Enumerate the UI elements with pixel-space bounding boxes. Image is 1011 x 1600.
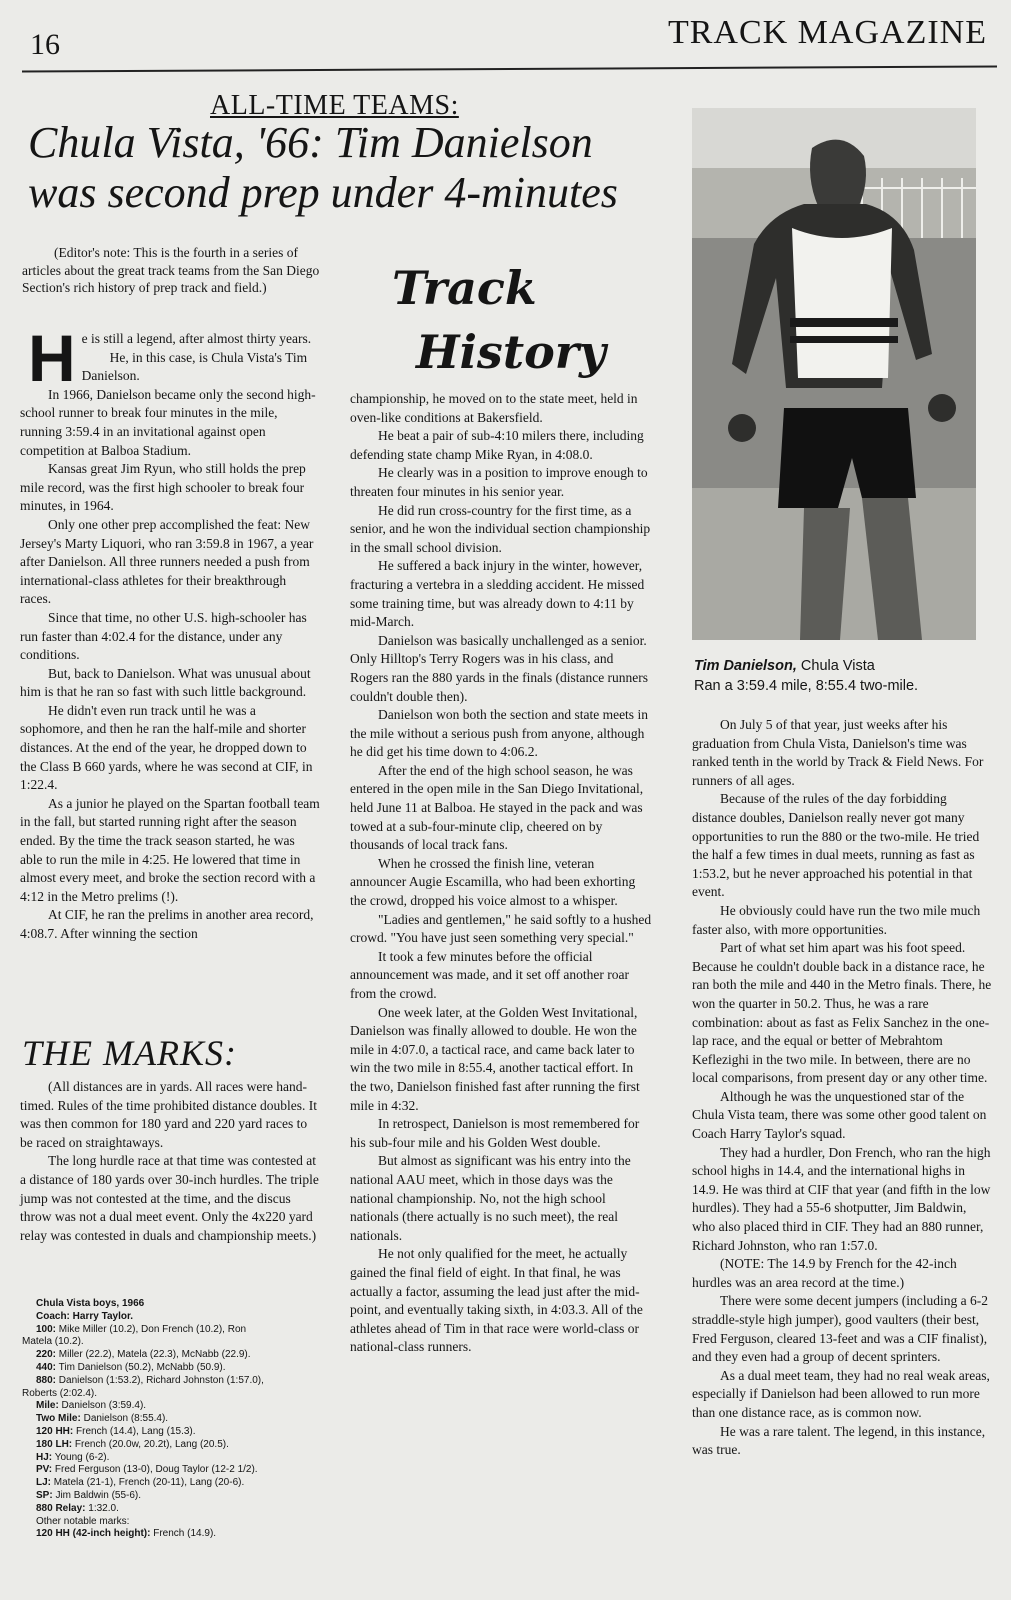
drop-cap: H: [28, 321, 76, 395]
paragraph: (NOTE: The 14.9 by French for the 42-inch hurdles was an area record at the time.): [692, 1256, 957, 1290]
paragraph: He beat a pair of sub-4:10 milers there, including defending state champ Mike Ryan, in 4:08.0.: [350, 428, 644, 462]
runner-illustration: [692, 108, 976, 640]
mark-event: 880:: [36, 1374, 57, 1386]
paragraph: Danielson was basically unchallenged as a senior. Only Hilltop's Terry Rogers was in his class, and Rogers ran the 880 yards in the finals (distance runners couldn't double then).: [350, 632, 649, 704]
marks-intro: [20, 1078, 320, 1245]
editor-note: [22, 244, 332, 297]
mark-row: [36, 1503, 326, 1516]
marks-title: THE MARKS:: [22, 1033, 237, 1073]
article-column-2: [350, 390, 652, 1357]
mark-continuation: Roberts (2:02.4).: [22, 1387, 98, 1399]
paragraph: "Ladies and gentlemen," he said softly to a hushed crowd. "You have just seen something very special.": [350, 911, 652, 946]
paragraph: He, in this case, is Chula Vista's Tim Danielson.: [81, 349, 308, 384]
header-rule: [22, 65, 997, 72]
paragraph: Although he was the unquestioned star of the Chula Vista team, there was some other good talent on Coach Harry Taylor's squad.: [692, 1088, 987, 1142]
track-history-line1: Track: [392, 261, 537, 315]
caption-name: Tim Danielson,: [694, 658, 797, 674]
track-history-logo: [392, 256, 632, 384]
mark-row: [36, 1490, 326, 1503]
track-history-line2: History: [416, 325, 606, 379]
mark-event: 120 HH:: [36, 1425, 74, 1437]
paragraph: Danielson won both the section and state meets in the mile without a serious push from anyone, although he did get his time down to 4:06.2.: [350, 707, 648, 760]
paragraph: He suffered a back injury in the winter, however, fracturing a vertebra in a sledding accident. He missed some training time, but was already down to 4:11 by mid-March.: [350, 558, 645, 630]
mark-result: Jim Baldwin (55-6).: [52, 1489, 142, 1501]
paragraph: He did run cross-country for the first time, as a senior, and he won the individual section championship in the small school division.: [350, 502, 651, 555]
mark-event: 440:: [36, 1361, 57, 1373]
paragraph: The long hurdle race at that time was contested at a distance of 180 yards over 30-inch hurdles. The triple jump was not contested at the time, and the discus throw was not a dual meet event. Only the 4x220 yard relay was contested in duals and championship meets.): [20, 1153, 319, 1243]
mark-result: Danielson (3:59.4).: [58, 1400, 147, 1412]
paragraph: championship, he moved on to the state meet, held in oven-like conditions at Bakersfield.: [350, 391, 638, 425]
article-column-3: [692, 716, 992, 1460]
mark-event: SP:: [36, 1489, 53, 1501]
article-headline: Chula Vista, '66: Tim Danielson was second prep under 4-minutes: [28, 118, 618, 217]
mark-result: French (14.4), Lang (15.3).: [73, 1425, 196, 1437]
paragraph: After the end of the high school season, he was entered in the open mile in the San Diego Invitational, held June 11 at Balboa. He stayed in the pack and was towed at a sub-four-minute clip, cheered on by thousands of local track fans.: [350, 762, 644, 853]
mark-row: [36, 1426, 326, 1439]
paragraph: As a dual meet team, they had no real weak areas, especially if Danielson had been allowed to run more than one distance race, as is common now.: [692, 1367, 990, 1420]
mark-result: Tim Danielson (50.2), McNabb (50.9).: [56, 1361, 226, 1373]
mark-result: Young (6-2).: [52, 1451, 110, 1463]
mark-event: LJ:: [36, 1477, 51, 1489]
mark-continuation: Matela (10.2).: [22, 1336, 84, 1348]
mark-result: Danielson (8:55.4).: [80, 1413, 169, 1425]
mark-event: HJ:: [36, 1451, 53, 1463]
paragraph: There were some decent jumpers (including a 6-2 straddle-style high jumper), good vaulters (their best, Fred Ferguson, cleared 13-feet and was a CIF finalist), and they even had a group of decent sprinters.: [692, 1293, 989, 1365]
mark-result: Fred Ferguson (13-0), Doug Taylor (12-2 1/2).: [52, 1464, 258, 1476]
paragraph: Because of the rules of the day forbidding distance doubles, Danielson really never got many opportunities to run the 880 or the two-mile. He tried the half a few times in dual meets, running as fast as 1:53.2, but he never approached his potential in that event.: [692, 791, 980, 900]
paragraph: On July 5 of that year, just weeks after his graduation from Chula Vista, Danielson's time was ranked tenth in the world by Track & Field News. For runners of all ages.: [692, 717, 984, 788]
caption-line2: Ran a 3:59.4 mile, 8:55.4 two-mile.: [694, 678, 919, 694]
paragraph: He was a rare talent. The legend, in this instance, was true.: [692, 1423, 986, 1458]
paragraph: In retrospect, Danielson is most remembered for his sub-four mile and his Golden West double.: [350, 1116, 640, 1150]
paragraph: But almost as significant was his entry into the national AAU meet, which in those days was the national championship. No, not the high school nationals (there actually is no such meet), the real nationals.: [350, 1153, 631, 1243]
paragraph: In 1966, Danielson became only the second high-school runner to break four minutes in the mile, running 3:59.4 in an invitational against open competition at Balboa Stadium.: [20, 386, 316, 458]
mark-row: [36, 1452, 326, 1465]
mark-row: [36, 1477, 326, 1490]
coach-line: Coach: Harry Taylor.: [36, 1310, 134, 1322]
mark-row: [36, 1362, 326, 1375]
other-marks-label: Other notable marks:: [36, 1515, 130, 1527]
mark-row: [36, 1439, 326, 1452]
mark-event: 880 Relay:: [36, 1502, 86, 1514]
paragraph: He obviously could have run the two mile much faster also, with more opportunities.: [692, 902, 981, 937]
paragraph: Kansas great Jim Ryun, who still holds the prep mile record, was the first high schooler to break four minutes, in 1964.: [20, 461, 306, 514]
article-column-1: [20, 321, 320, 944]
mark-event: 100:: [36, 1323, 57, 1335]
mark-result: Mike Miller (10.2), Don French (10.2), Ron: [56, 1323, 247, 1335]
team-heading: Chula Vista boys, 1966: [36, 1298, 145, 1309]
marks-list: [22, 1298, 326, 1541]
page-number: 16: [30, 28, 60, 61]
mark-event: 120 HH (42-inch height):: [36, 1528, 151, 1540]
mark-row: [36, 1464, 326, 1477]
paragraph: He clearly was in a position to improve enough to threaten four minutes in his senior year.: [350, 465, 648, 499]
paragraph: (All distances are in yards. All races were hand-timed. Rules of the time prohibited distance doubles. It was then common for 180 yard and 220 yard races to be raced on straightaways.: [20, 1079, 317, 1150]
mark-result: 1:32.0.: [85, 1502, 119, 1514]
mark-result: French (20.0w, 20.2t), Lang (20.5).: [72, 1438, 229, 1450]
paragraph: One week later, at the Golden West Invitational, Danielson was finally allowed to double. He won the mile in 4:07.0, a tactical race, and came back later to win the two mile in 8:55.4, another tactical effort. In the two, Danielson finished fast after running the first mile in 4:32.: [350, 1004, 640, 1113]
mark-row: [36, 1413, 326, 1426]
paragraph: Only one other prep accomplished the feat: New Jersey's Marty Liquori, who ran 3:59.8 in 1967, a year after Danielson. All three runners needed a push from international-class athletes for their breakthrough races.: [20, 516, 314, 607]
paragraph: When he crossed the finish line, veteran announcer Augie Escamilla, who had been exhorting the crowd, dropped his voice almost to a whisper.: [350, 855, 636, 909]
caption-school: Chula Vista: [796, 658, 875, 674]
paragraph: Since that time, no other U.S. high-schooler has run faster than 4:02.4 for the distance, under any conditions.: [20, 609, 307, 663]
mark-event: Two Mile:: [36, 1413, 81, 1425]
mark-result: Matela (21-1), French (20-11), Lang (20-6).: [51, 1477, 245, 1489]
mark-row: [36, 1375, 326, 1388]
mark-result: French (14.9).: [150, 1528, 217, 1540]
mark-result: Miller (22.2), Matela (22.3), McNabb (22.9).: [56, 1349, 251, 1361]
mark-result: Danielson (1:53.2), Richard Johnston (1:57.0),: [56, 1374, 264, 1386]
mark-row: [36, 1400, 326, 1413]
runner-photo: [692, 108, 976, 640]
paragraph: It took a few minutes before the official announcement was made, and it set off another roar from the crowd.: [350, 948, 630, 1001]
mark-row: [36, 1528, 326, 1541]
paragraph: They had a hurdler, Don French, who ran the high school highs in 14.4, and the international highs in 14.9. He was third at CIF that year (and fifth in the low hurdles). They had a 55-6 shotputter, Jim Baldwin, who also placed third in CIF. They had an 880 runner, Richard Johnston, who ran 1:57.0.: [692, 1144, 991, 1253]
editor-note-text: (Editor's note: This is the fourth in a series of articles about the great track teams from the San Diego Section's rich history of prep track and field.): [22, 245, 320, 295]
article-kicker: ALL-TIME TEAMS:: [210, 90, 459, 121]
mark-event: 220:: [36, 1349, 57, 1361]
magazine-name: TRACK MAGAZINE: [667, 14, 987, 51]
paragraph: At CIF, he ran the prelims in another area record, 4:08.7. After winning the section: [20, 907, 314, 941]
paragraph: e is still a legend, after almost thirty years.: [81, 331, 312, 346]
paragraph: He not only qualified for the meet, he actually gained the final field of eight. In that final, he was actually a factor, assuming the lead just after the mid-point, and eventually taking sixth, in 4:03.3. All of the athletes ahead of Tim in that race were world-class or national-class runners.: [350, 1246, 643, 1355]
paragraph: As a junior he played on the Spartan football team in the fall, but started running right after the season ended. By the time the track season started, he was able to run the mile in 4:25. He lowered that time in almost every meet, and broke the section record with a 4:12 in the Metro prelims (!).: [20, 795, 320, 904]
paragraph: He didn't even run track until he was a sophomore, and then he ran the half-mile and shorter distances. At the end of the year, he dropped down to the Class B 660 yards, where he was second at CIF, in 1:22.4.: [20, 702, 313, 793]
paragraph: But, back to Danielson. What was unusual about him is that he ran so fast with such little background.: [20, 665, 311, 700]
mark-event: PV:: [36, 1464, 53, 1476]
paragraph: Part of what set him apart was his foot speed. Because he couldn't double back in a distance race, he ran both the mile and 440 in the Metro finals. There, he won the quarter in 50.2. Thus, he was a rare combination: about as fast as Felix Sanchez in the one-lap race, and the equal or better of Mebrahtom Keflezighi in the two mile. In between, there are no local comparisons, from present day or any other time.: [692, 940, 992, 1086]
photo-caption: [694, 656, 994, 696]
mark-event: 180 LH:: [36, 1438, 73, 1450]
mark-row: [36, 1324, 326, 1337]
mark-event: Mile:: [36, 1400, 59, 1412]
mark-row: [36, 1349, 326, 1362]
